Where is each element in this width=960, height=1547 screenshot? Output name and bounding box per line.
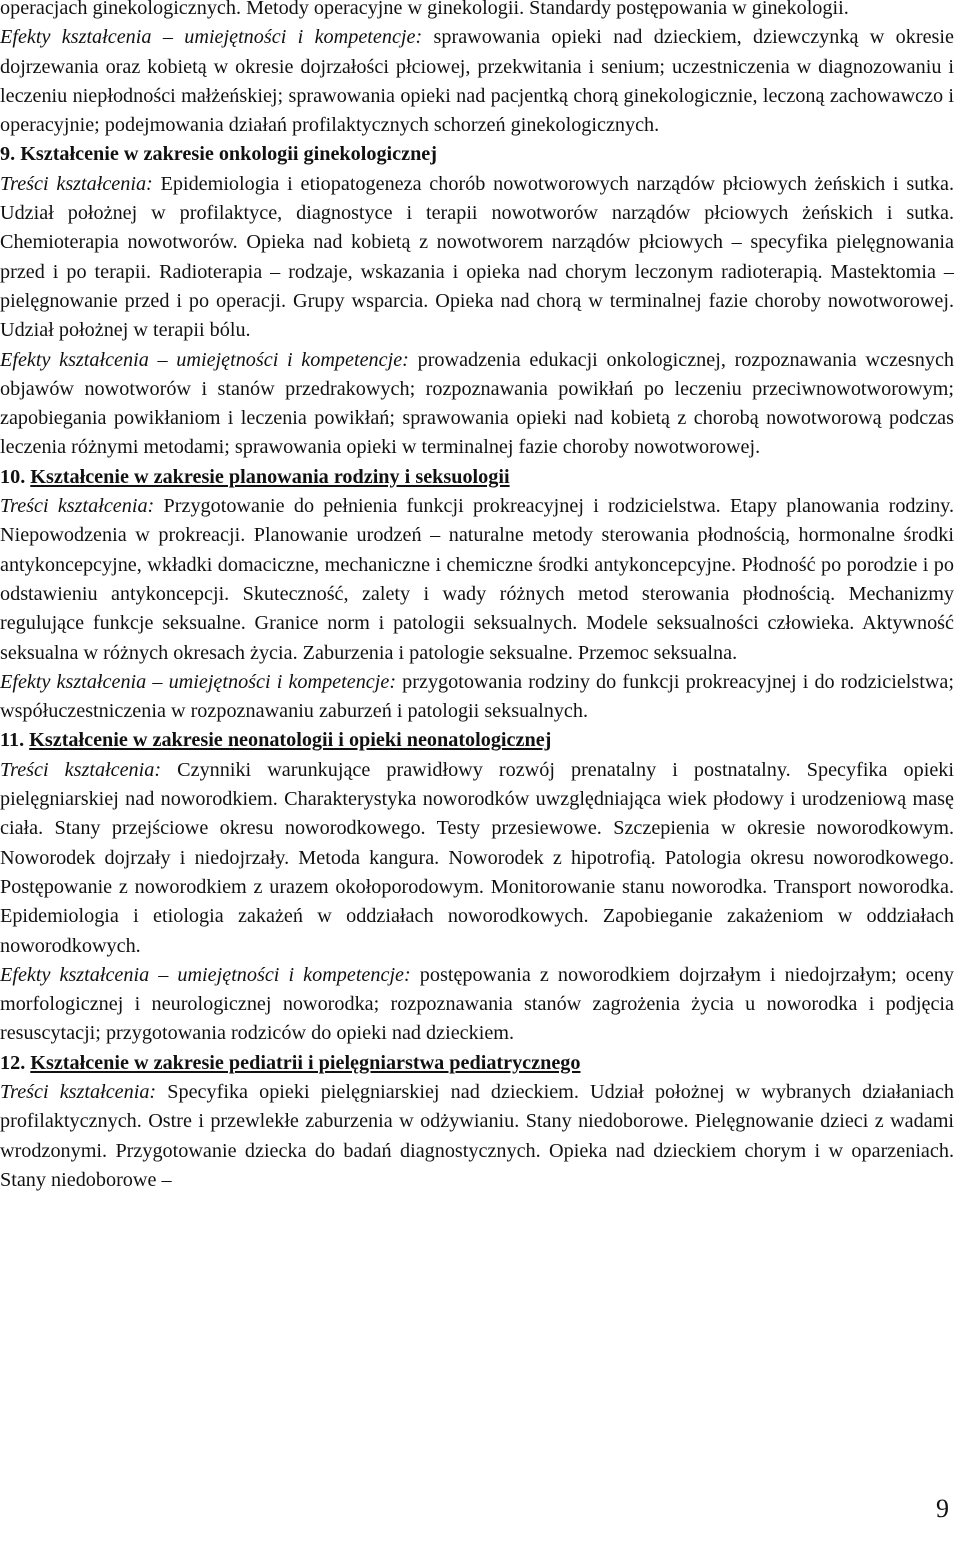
section-title: Kształcenie w zakresie pediatrii i pielęgniarstwa pediatrycznego	[30, 1051, 581, 1074]
section-number: 12.	[0, 1051, 26, 1074]
section-9-effects	[0, 346, 954, 463]
content-text: Czynniki warunkujące prawidłowy rozwój prenatalny i postnatalny. Specyfika opieki pielęgniarskiej nad noworodkiem. Charakterystyka noworodków uwzględniająca wiek płodowy i urodzeniową masę ciała. Stany przejściowe okresu noworodkowego. Testy przesiewowe. Szczepienia w okresie noworodkowym. Noworodek dojrzały i niedojrzały. Metoda kangura. Noworodek z hipotrofią. Patologia okresu noworodkowego. Postępowanie z noworodkiem z urazem okołoporodowym. Monitorowanie stanu noworodka. Transport noworodka. Epidemiologia i etiologia zakażeń w oddziałach noworodkowych. Zapobieganie zakażeniom w oddziałach noworodkowych.	[0, 758, 954, 957]
section-12-content	[0, 1078, 954, 1195]
content-label: Treści kształcenia:	[0, 758, 162, 781]
effects-label: Efekty kształcenia – umiejętności i kompetencje:	[0, 670, 397, 693]
section-title: Kształcenie w zakresie planowania rodziny i seksuologii	[30, 465, 510, 488]
section-11-heading	[0, 726, 954, 755]
effects-text: przygotowania rodziny do funkcji prokreacyjnej i do rodzicielstwa; współuczestniczenia w rozpoznawaniu zaburzeń i patologii seksualnych.	[0, 670, 954, 723]
content-text: Specyfika opieki pielęgniarskiej nad dzieckiem. Udział położnej w wybranych działaniach profilaktycznych. Ostre i przewlekłe zaburzenia w odżywianiu. Stany niedoborowe. Pielęgnowanie dzieci z wadami wrodzonymi. Przygotowanie dziecka do badań diagnostycznych. Opieka nad dzieckiem chorym i w oparzeniach. Stany niedoborowe –	[0, 1080, 954, 1191]
section-11-content	[0, 756, 954, 961]
section-9-content	[0, 170, 954, 346]
page-number: 9	[936, 1494, 949, 1523]
effects-label: Efekty kształcenia – umiejętności i kompetencje:	[0, 348, 409, 371]
effects-text: prowadzenia edukacji onkologicznej, rozpoznawania wczesnych objawów nowotworów i stanów przedrakowych; rozpoznawania powikłań po leczeniu przeciwnowotworowym; zapobiegania powikłaniom i leczenia powikłań; sprawowania opieki nad kobietą z chorobą nowotworową podczas leczenia różnymi metodami; sprawowania opieki w terminalnej fazie choroby nowotworowej.	[0, 348, 954, 459]
section-title: Kształcenie w zakresie neonatologii i opieki neonatologicznej	[29, 729, 552, 752]
section-title: Kształcenie w zakresie onkologii ginekologicznej	[20, 143, 437, 166]
effects-label: Efekty kształcenia – umiejętności i kompetencje:	[0, 963, 411, 986]
effects-text: sprawowania opieki nad dzieckiem, dziewczynką w okresie dojrzewania oraz kobietą w okresie dojrzałości płciowej, przekwitania i senium; uczestniczenia w diagnozowaniu i leczeniu niepłodności małżeńskiej; sprawowania opieki nad pacjentką chorą ginekologicznie, leczoną zachowawczo i operacyjnie; podejmowania działań profilaktycznych schorzeń ginekologicznych.	[0, 26, 954, 137]
section-10-content	[0, 492, 954, 668]
effects-label: Efekty kształcenia – umiejętności i kompetencje:	[0, 26, 423, 49]
section-9-heading	[0, 140, 954, 169]
section-number: 11.	[0, 729, 25, 752]
intro-text: operacjach ginekologicznych. Metody operacyjne w ginekologii. Standardy postępowania w ginekologii.	[0, 0, 849, 19]
effects-text: postępowania z noworodkiem dojrzałym i niedojrzałym; oceny morfologicznej i neurologicznej noworodka; rozpoznawania stanów zagrożenia życia u noworodka i podjęcia resuscytacji; przygotowania rodziców do opieki nad dzieckiem.	[0, 963, 954, 1045]
section-number: 10.	[0, 465, 26, 488]
section-8-effects	[0, 23, 954, 140]
section-11-effects	[0, 961, 954, 1049]
content-label: Treści kształcenia:	[0, 172, 153, 195]
section-number: 9.	[0, 143, 16, 166]
section-10-heading	[0, 463, 954, 492]
intro-paragraph	[0, 0, 954, 23]
section-10-effects	[0, 668, 954, 727]
content-label: Treści kształcenia:	[0, 1080, 157, 1103]
content-text: Przygotowanie do pełnienia funkcji prokreacyjnej i rodzicielstwa. Etapy planowania rodziny. Niepowodzenia w prokreacji. Planowanie urodzeń – naturalne metody sterowania płodnością, hormonalne środki antykoncepcyjne, wkładki domaciczne, mechaniczne i chemiczne środki antykoncepcyjne. Płodność po porodzie i po odstawieniu antykoncepcji. Skuteczność, zalety i wady różnych metod sterowania płodnością. Mechanizmy regulujące funkcje seksualne. Granice norm i patologii seksualnych. Modele seksualności człowieka. Aktywność seksualna w różnych okresach życia. Zaburzenia i patologie seksualne. Przemoc seksualna.	[0, 495, 954, 664]
content-label: Treści kształcenia:	[0, 495, 155, 518]
content-text: Epidemiologia i etiopatogeneza chorób nowotworowych narządów płciowych żeńskich i sutka. Udział położnej w profilaktyce, diagnostyce i terapii nowotworów narządów płciowych żeńskich i sutka. Chemioterapia nowotworów. Opieka nad kobietą z nowotworem narządów płciowych – specyfika pielęgnowania przed i po terapii. Radioterapia – rodzaje, wskazania i opieka nad chorym leczonym radioterapią. Mastektomia – pielęgnowanie przed i po operacji. Grupy wsparcia. Opieka nad chorą w terminalnej fazie choroby nowotworowej. Udział położnej w terapii bólu.	[0, 172, 954, 342]
section-12-heading	[0, 1049, 954, 1078]
